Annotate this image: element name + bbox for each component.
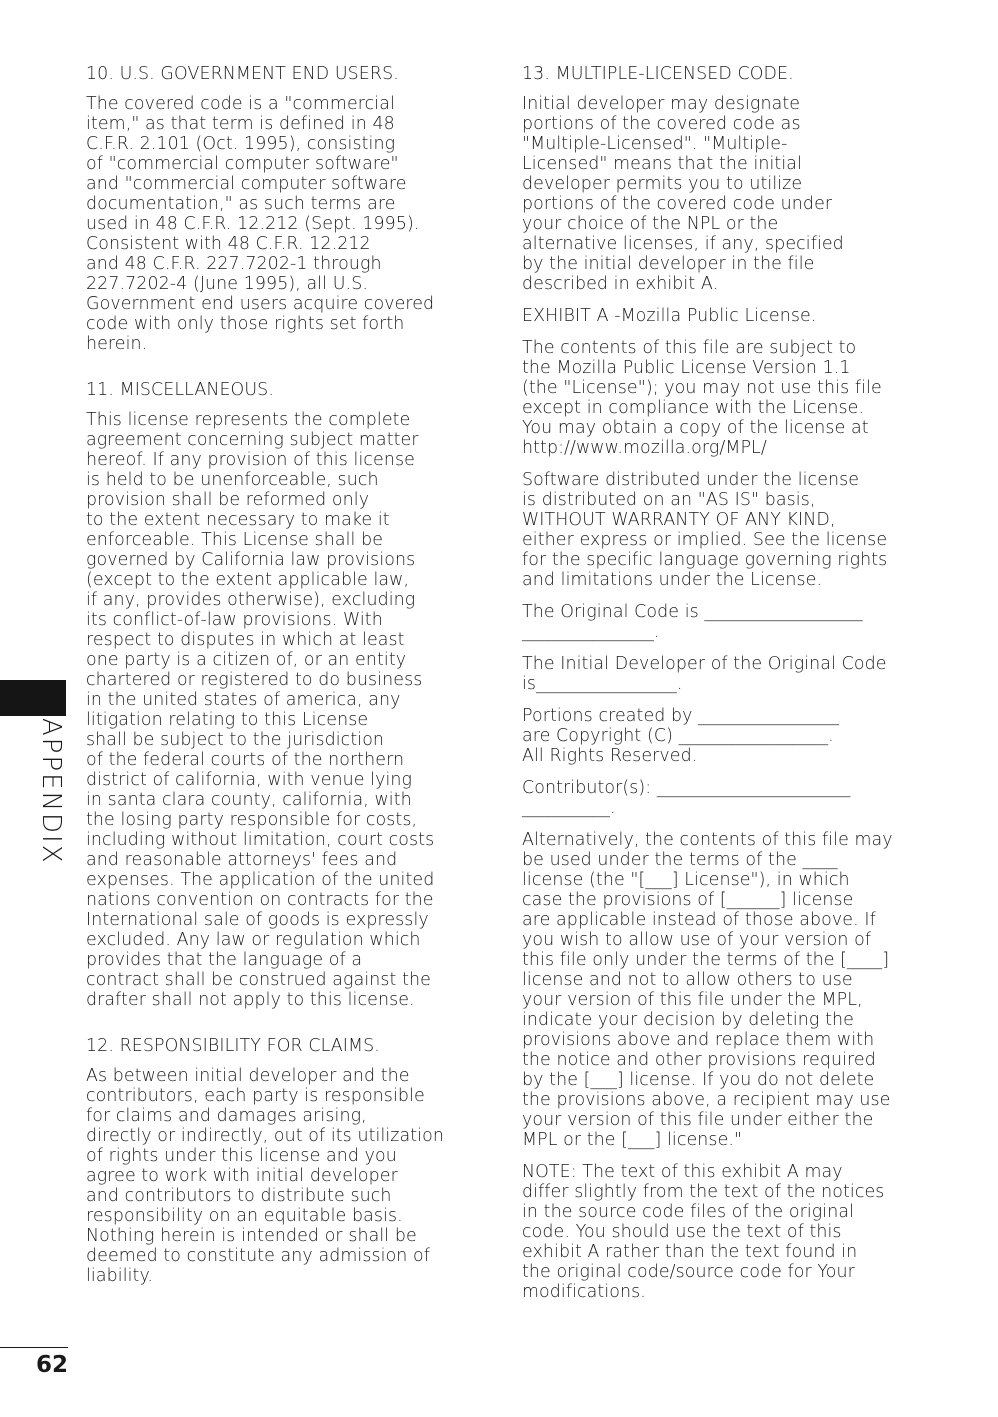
- exhibit-paragraph-1: The contents of this file are subject to the Mozilla Public License Version 1.1 (the "License"); you may not use this file except in compliance with the License. You may obtain a copy of the license at http://www.mozilla.org/MPL/: [522, 338, 882, 458]
- section-11-body: This license represents the complete agreement concerning subject matter hereof. If any provision of this license is held to be unenforceable, such provision shall be reformed only to the extent necessary to make it enforceable. This License shall be governed by California law provisions (except to the extent applicable law, if any, provides otherwise), excluding its conflict-of-law provisions. With respect to disputes in which at least one party is a citizen of, or an entity chartered or registered to do business in the united states of america, any litigation relating to this License shall be subject to the jurisdiction of the federal courts of the northern district of california, with venue lying in santa clara county, california, with the losing party responsible for costs, including without limitation, court costs and reasonable attorneys' fees and expenses. The application of the united nations convention on contracts for the International sale of goods is expressly excluded. Any law or regulation which provides that the language of a contract shall be construed against the drafter shall not apply to this license.: [86, 410, 435, 1010]
- section-10-heading: 10. U.S. GOVERNMENT END USERS.: [86, 64, 399, 84]
- exhibit-note: NOTE: The text of this exhibit A may differ slightly from the text of the notices in the source code files of the original code. You should use the text of this exhibit A rather than the text found in the original code/source code for Your modifications.: [522, 1162, 885, 1302]
- right-column: [522, 64, 922, 1314]
- left-column: [86, 64, 486, 1298]
- section-12-heading: 12. RESPONSIBILITY FOR CLAIMS.: [86, 1036, 380, 1056]
- portions-created-field: Portions created by ________________ are Copyright (C) _________________. All Rights Reserved.: [522, 706, 839, 766]
- section-13-body: Initial developer may designate portions of the covered code as "Multiple-Licensed". "Multiple- Licensed" means that the initial developer permits you to utilize portions of the covered code under your choice of the NPL or the alternative licenses, if any, specified by the initial developer in the file described in exhibit A.: [522, 94, 844, 294]
- side-tab-marker: [0, 680, 66, 716]
- exhibit-paragraph-2: Software distributed under the license is distributed on an "AS IS" basis, WITHOUT WARRANTY OF ANY KIND, either express or implied. See the license for the specific language governing rights and limitations under the License.: [522, 470, 888, 590]
- original-code-field: The Original Code is __________________ _______________.: [522, 602, 863, 642]
- initial-developer-field: The Initial Developer of the Original Code is________________.: [522, 654, 887, 694]
- section-11-heading: 11. MISCELLANEOUS.: [86, 380, 274, 400]
- side-tab-label: APPENDIX: [36, 718, 66, 865]
- page-number-rule: [0, 1347, 68, 1348]
- section-13-heading: 13. MULTIPLE-LICENSED CODE.: [522, 64, 794, 84]
- exhibit-heading: EXHIBIT A -Mozilla Public License.: [522, 306, 817, 326]
- contributors-field: Contributor(s): ______________________ __________.: [522, 778, 851, 818]
- page-number: 62: [36, 1352, 69, 1378]
- section-10-body: The covered code is a "commercial item," as that term is defined in 48 C.F.R. 2.101 (Oct. 1995), consisting of "commercial computer software" and "commercial computer software documentation," as such terms are used in 48 C.F.R. 12.212 (Sept. 1995). Consistent with 48 C.F.R. 12.212 and 48 C.F.R. 227.7202-1 through 227.7202-4 (June 1995), all U.S. Government end users acquire covered code with only those rights set forth herein.: [86, 94, 435, 354]
- section-12-body: As between initial developer and the contributors, each party is responsible for claims and damages arising, directly or indirectly, out of its utilization of rights under this license and you agree to work with initial developer and contributors to distribute such responsibility on an equitable basis. Nothing herein is intended or shall be deemed to constitute any admission of liability.: [86, 1066, 445, 1286]
- exhibit-paragraph-alternatively: Alternatively, the contents of this file may be used under the terms of the ____ license (the "[___] License"), in which case the provisions of [______] license are applicable instead of those above. If you wish to allow use of your version of this file only under the terms of the [____] license and not to allow others to use your version of this file under the MPL, indicate your decision by deleting the provisions above and replace them with the notice and other provisions required by the [___] license. If you do not delete the provisions above, a recipient may use your version of this file under either the MPL or the [___] license.": [522, 830, 893, 1150]
